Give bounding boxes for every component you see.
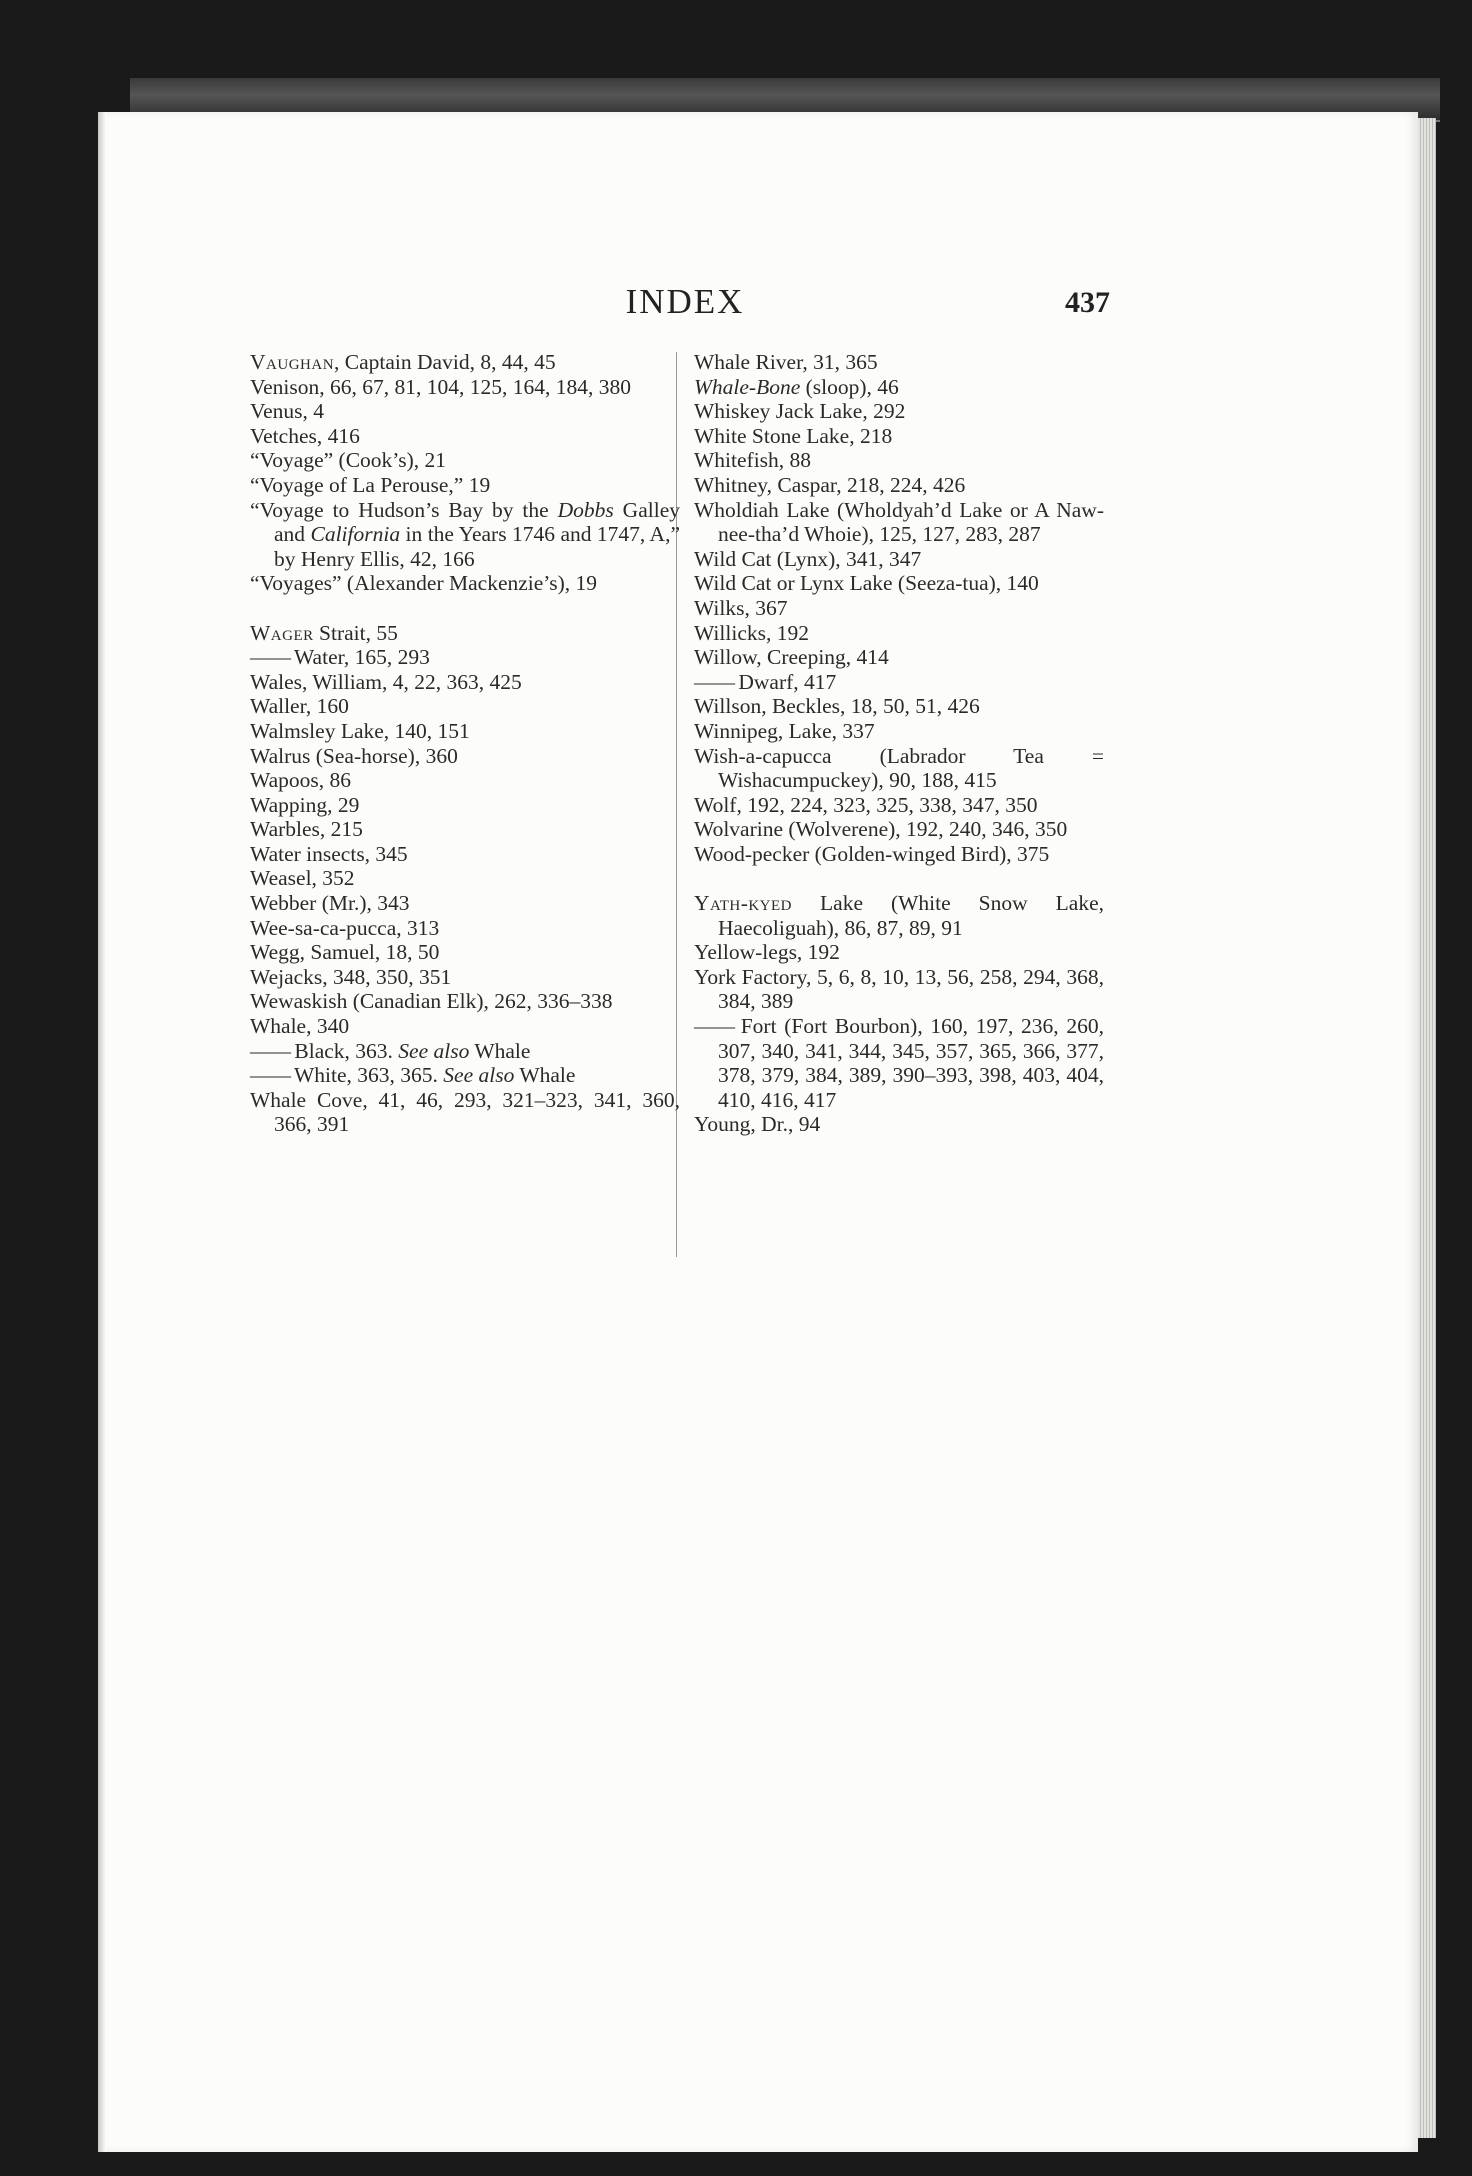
index-entry: Whale Cove, 41, 46, 293, 321–323, 341, 360, 366, 391 xyxy=(250,1087,680,1137)
index-entry: Whitefish, 88 xyxy=(694,448,812,473)
section-gap xyxy=(250,596,680,621)
index-entry: Whale River, 31, 365 xyxy=(694,350,878,374)
index-entry: Wapoos, 86 xyxy=(250,768,351,793)
index-subentry xyxy=(694,670,1104,695)
index-entry: Whitney, Caspar, 218, 224, 426 xyxy=(694,472,966,497)
index-entry: Wegg, Samuel, 18, 50 xyxy=(250,940,440,965)
entry-pages: Strait, 55 xyxy=(313,620,398,645)
index-entry: Yellow-legs, 192 xyxy=(694,940,840,965)
index-entry: “Voyage” (Cook’s), 21 xyxy=(250,448,447,473)
index-entry: Wood-pecker (Golden-winged Bird), 375 xyxy=(694,841,1050,866)
entry-text: Black, 363. xyxy=(289,1038,399,1063)
entry-text: Dwarf, 417 xyxy=(733,669,837,694)
entry-text: Water, 165, 293 xyxy=(289,645,430,670)
index-entry: Walmsley Lake, 140, 151 xyxy=(250,718,470,743)
ship-name: Dobbs xyxy=(557,497,614,522)
index-entry: Wales, William, 4, 22, 363, 425 xyxy=(250,669,522,694)
index-entry: Willson, Beckles, 18, 50, 51, 426 xyxy=(694,694,980,719)
index-entry xyxy=(250,498,680,572)
repeat-dash: —— xyxy=(250,1038,289,1063)
index-entry: Wild Cat or Lynx Lake (Seeza-tua), 140 xyxy=(694,571,1039,596)
entry-text: in the Years 1746 and 1747, A,” by Henry Ellis, 42, 166 xyxy=(274,522,680,571)
index-entry: Young, Dr., 94 xyxy=(694,1112,821,1137)
index-entry: Wish-a-capucca (Labrador Tea = Wishacumpuckey), 90, 188, 415 xyxy=(694,743,1104,793)
page-gutter-shadow xyxy=(98,112,106,2152)
entry-heading: Wager xyxy=(250,620,314,645)
entry-heading: Yath-kyed xyxy=(694,891,793,916)
index-entry: “Voyages” (Alexander Mackenzie’s), 19 xyxy=(250,571,598,596)
index-entry xyxy=(250,621,680,646)
index-entry: Vetches, 416 xyxy=(250,423,360,448)
index-entry: Wolvarine (Wolverene), 192, 240, 346, 350 xyxy=(694,817,1068,842)
index-entry: York Factory, 5, 6, 8, 10, 13, 56, 258, 294, 368, 384, 389 xyxy=(694,964,1104,1014)
index-entry: Venus, 4 xyxy=(250,399,325,424)
repeat-dash: —— xyxy=(694,1014,733,1039)
cross-reference-target: Whale xyxy=(469,1038,531,1063)
index-entry: Wild Cat (Lynx), 341, 347 xyxy=(694,546,922,571)
index-subentry xyxy=(694,1014,1104,1112)
index-entry: “Voyage of La Perouse,” 19 xyxy=(250,472,491,497)
page-fore-edge xyxy=(1418,118,1436,2138)
repeat-dash: —— xyxy=(250,645,289,670)
entry-text: “Voyage to Hudson’s Bay by the xyxy=(250,497,558,522)
entry-pages: Lake (White Snow Lake, Haecoliguah), 86, 87, 89, 91 xyxy=(718,891,1104,940)
ship-name: California xyxy=(310,522,401,547)
cross-reference: See also xyxy=(398,1038,470,1063)
index-entry: Wee-sa-ca-pucca, 313 xyxy=(250,915,440,940)
index-entry: White Stone Lake, 218 xyxy=(694,423,893,448)
cross-reference-target: Whale xyxy=(514,1063,576,1088)
index-entry: Weasel, 352 xyxy=(250,866,355,891)
index-subentry xyxy=(250,1039,680,1064)
entry-pages: , Captain David, 8, 44, 45 xyxy=(334,350,556,374)
entry-text: (sloop), 46 xyxy=(800,374,899,399)
repeat-dash: —— xyxy=(694,669,733,694)
section-gap xyxy=(694,866,1104,891)
index-column-left xyxy=(250,350,680,1137)
ship-name: Whale-Bone xyxy=(694,374,801,399)
index-entry: Wolf, 192, 224, 323, 325, 338, 347, 350 xyxy=(694,792,1038,817)
index-subentry xyxy=(250,645,680,670)
index-entry: Whiskey Jack Lake, 292 xyxy=(694,399,906,424)
index-entry: Whale, 340 xyxy=(250,1014,350,1039)
index-subentry xyxy=(250,1063,680,1088)
entry-heading: Vaughan xyxy=(250,350,335,374)
page-number: 437 xyxy=(1065,286,1110,319)
page-title: INDEX xyxy=(625,282,745,321)
index-entry: Walrus (Sea-horse), 360 xyxy=(250,743,458,768)
index-entry: Willicks, 192 xyxy=(694,620,809,645)
index-entry: Willow, Creeping, 414 xyxy=(694,645,889,670)
entry-text: White, 363, 365. xyxy=(289,1063,444,1088)
index-entry: Wilks, 367 xyxy=(694,595,788,620)
index-entry: Water insects, 345 xyxy=(250,841,408,866)
index-entry: Webber (Mr.), 343 xyxy=(250,891,410,916)
index-entry: Wholdiah Lake (Wholdyah’d Lake or A Naw-nee-tha’d Whoie), 125, 127, 283, 287 xyxy=(694,497,1104,547)
entry-text: Galley and xyxy=(274,497,680,547)
index-entry: Warbles, 215 xyxy=(250,817,363,842)
index-entry: Waller, 160 xyxy=(250,694,349,719)
index-entry xyxy=(694,891,1104,940)
cross-reference: See also xyxy=(443,1063,515,1088)
index-entry xyxy=(694,375,1104,400)
page-header xyxy=(0,282,1472,332)
index-column-right xyxy=(694,350,1104,1137)
index-entry: Venison, 66, 67, 81, 104, 125, 164, 184, 380 xyxy=(250,374,632,399)
index-entry: Wapping, 29 xyxy=(250,792,360,817)
index-entry: Winnipeg, Lake, 337 xyxy=(694,718,875,743)
index-entry xyxy=(250,350,680,375)
index-entry: Wewaskish (Canadian Elk), 262, 336–338 xyxy=(250,989,613,1014)
index-entry: Wejacks, 348, 350, 351 xyxy=(250,964,452,989)
repeat-dash: —— xyxy=(250,1063,289,1088)
entry-text: Fort (Fort Bourbon), 160, 197, 236, 260, 307, 340, 341, 344, 345, 357, 365, 366, 377, 378, 379, 384, 389, 390–393, 398, 403, 404, 410, 416, 417 xyxy=(718,1014,1104,1112)
